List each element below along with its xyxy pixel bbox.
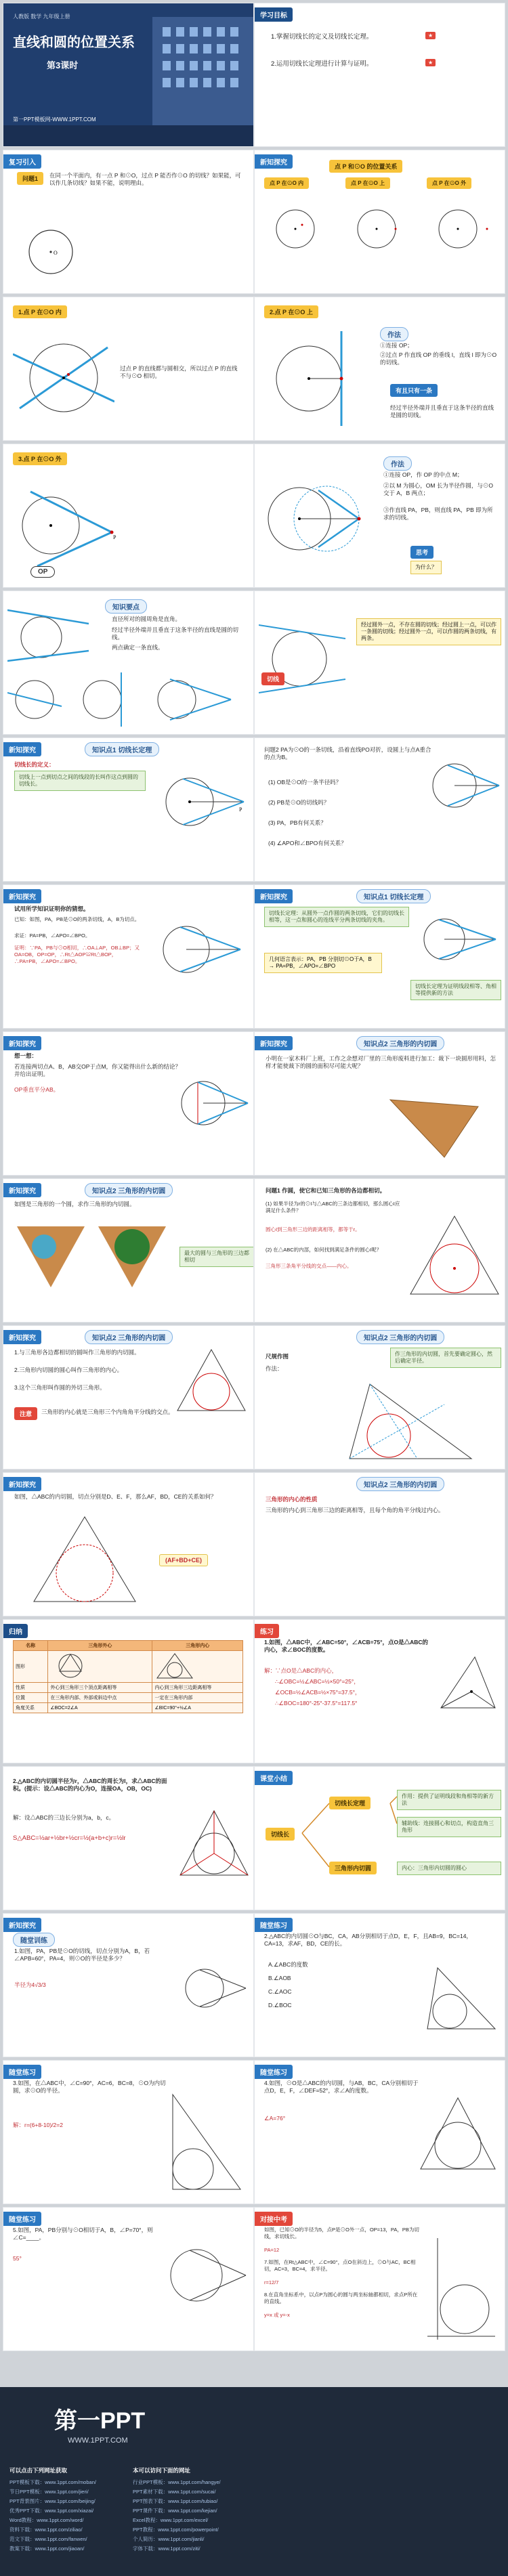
section-tag: 归纳 — [3, 1624, 28, 1638]
practice-3-answer: 解：r=(6+8-10)/2=2 — [13, 2122, 63, 2128]
footer-link[interactable]: PPT素材下载：www.1ppt.com/sucai/ — [133, 2489, 216, 2495]
deck-subtitle: 第3课时 — [47, 60, 79, 70]
solution-line-1: ∵点O是△ABC的内心， — [275, 1667, 338, 1674]
footer-link[interactable]: 节日PPT模板：www.1ppt.com/jieri/ — [9, 2489, 89, 2495]
position-header: 点 P 和⊙O 的位置关系 — [329, 160, 402, 173]
case-label: 1.点 P 在⊙O 内 — [13, 305, 67, 318]
brand-label: 第一PPT模板网-WWW.1PPT.COM — [13, 116, 96, 123]
section-tag: 练习 — [255, 1624, 279, 1638]
knowledge-point: 知识点2 三角形的内切圆 — [356, 1330, 444, 1344]
knowledge-point: 知识点2 三角形的内切圆 — [356, 1477, 444, 1491]
footer-link[interactable]: 教案下载：www.1ppt.com/jiaoan/ — [9, 2546, 85, 2552]
verify-text: 试用所学知识证明你的猜想。 — [14, 905, 89, 912]
slide-incenter-conditions[interactable] — [254, 1178, 505, 1323]
footer-link[interactable]: 行业PPT模板：www.1ppt.com/hangye/ — [133, 2479, 221, 2485]
question-label: 问题1 — [17, 172, 43, 185]
method-step-1: ①连接 OP，作 OP 的中点 M； — [383, 471, 463, 478]
draw-bubble: 作三角形的内切圆，首先要确定圆心，然后确定半径。 — [390, 1348, 501, 1368]
problem-2-q1: (1) OB是⊙O的一条半径吗？ — [268, 779, 342, 786]
property-text: 三角形的内心到三角形三边的距离相等，且每个角的角平分线过内心。 — [266, 1507, 444, 1514]
inside-explanation: 过点 P 的直线都与圆相交，所以过点 P 的直线不与⊙O 相切。 — [120, 365, 238, 379]
q2-text: (1) 如果半径为r的⊙I与△ABC的三条边都相切，那么圆心I应满足什么条件？ — [266, 1201, 400, 1214]
method-label: 作法 — [383, 456, 412, 471]
q1-text: 问题1 作圆，使它和已知三角形的各边都相切。 — [266, 1187, 386, 1194]
note-label: 注意 — [14, 1407, 37, 1420]
slide-p-outside[interactable] — [3, 444, 254, 588]
problem-2-q3: (3) PA，PB有何关系？ — [268, 819, 326, 826]
inside-figure — [13, 327, 114, 429]
footer-link[interactable]: PPT背景图片：www.1ppt.com/beijing/ — [9, 2498, 96, 2504]
slide-draw-incircle[interactable] — [254, 1325, 505, 1469]
row-position-label: 位置 — [14, 1693, 48, 1703]
method-label: 作法 — [380, 327, 408, 341]
practice-6-answer: PA=12 — [264, 2247, 280, 2253]
footer-col1-title: 可以点击下列网址获取 — [9, 2467, 68, 2474]
ans2-text: 三角形三条角平分线的交点——内心。 — [266, 1263, 352, 1269]
method-step-2: ②以 M 为圆心，OM 长为半径作圆，与⊙O 交于 A，B 两点； — [383, 482, 493, 496]
case-label: 2.点 P 在⊙O 上 — [264, 305, 318, 318]
slide-practice-4[interactable] — [254, 2060, 505, 2204]
svg-text:P: P — [239, 807, 242, 813]
circle-figure — [24, 225, 78, 279]
header-circumcenter: 三角形外心 — [48, 1641, 152, 1651]
inscribed-question: 如图是三角形的一个圆，求作三角形的内切圆。 — [14, 1201, 135, 1207]
construction-figure — [259, 458, 374, 573]
section-tag: 新知探究 — [3, 889, 41, 903]
incircle-figure — [174, 1346, 249, 1414]
slide-practice-3[interactable] — [3, 2060, 254, 2204]
row-angle-label: 角度关系 — [14, 1703, 48, 1713]
building-photo — [3, 3, 254, 147]
example-1-question: 1.如图，△ABC中，∠ABC=50°，∠ACB=75°，点O是△ABC的内心，求∠BOC的度数。 — [264, 1639, 428, 1653]
knowledge-point: 知识点1 切线长定理 — [85, 742, 159, 756]
summary-leaf-2: 辅助线：连接圆心和切点，构造直角三角形 — [397, 1817, 501, 1837]
section-tag: 随堂练习 — [255, 2065, 293, 2079]
practice-7-question: 7.如图，在Rt△ABC中，∠C=90°，点O在斜边上，⊙O与AC，BC相切，AC=3，BC=4，求半径。 — [264, 2259, 416, 2272]
practice-4-answer: ∠A=76° — [264, 2115, 286, 2122]
practice-6-question: 如图，已知⊙O的半径为5，点P是⊙O外一点，OP=13，PA，PB为切线，求切线长。 — [264, 2227, 419, 2239]
problem-2-q2: (2) PB是⊙O的切线吗？ — [268, 799, 330, 806]
section-tag: 对接中考 — [255, 2212, 293, 2226]
header-name: 名称 — [14, 1641, 48, 1651]
theorem-aside: 切线长定理为证明线段相等、角相等提供新的方法 — [410, 980, 501, 1000]
key-point-1: 直径所对的圆周角是直角。 — [112, 616, 182, 622]
solution-line-3: ∠OCB=½∠ACB=½×75°=37.5°， — [275, 1689, 361, 1696]
row-position-inner: 一定在三角形内部 — [152, 1693, 243, 1703]
summary-leaf-3: 内心：三角形内切圆的圆心 — [397, 1862, 501, 1875]
practice-3-figure — [166, 2088, 247, 2196]
slide-title[interactable] — [3, 3, 254, 147]
row-figure-label: 图形 — [14, 1651, 48, 1683]
theorem-figure — [417, 905, 499, 973]
segments-question: 如图，△ABC的内切圆，切点分别是D、E、F，那么AF，BD，CE的关系如何？ — [14, 1493, 217, 1500]
example-2-solution: 解：设△ABC的三边长分别为a，b，c。 — [13, 1814, 115, 1821]
tangent-rule-note: 经过半径外端并且垂直于这条半径的直线是圆的切线。 — [390, 404, 494, 418]
section-tag: 新知探究 — [3, 742, 41, 756]
slide-construction[interactable] — [254, 444, 505, 588]
method-step-1: ①连接 OP； — [380, 342, 413, 349]
solution-line-4: ∴∠BOC=180°-25°-37.5°=117.5° — [275, 1700, 358, 1706]
footer-link[interactable]: 资料下载：www.1ppt.com/ziliao/ — [9, 2527, 83, 2533]
row-figure-inner — [152, 1651, 243, 1683]
think-bubble: 为什么？ — [410, 561, 442, 574]
summary-branch-2: 三角形内切圆 — [329, 1862, 377, 1874]
property-title: 三角形的内心的性质 — [266, 1496, 318, 1503]
slide-practice-2[interactable] — [254, 1913, 505, 2057]
slide-review[interactable] — [3, 150, 254, 294]
slide-positions[interactable] — [254, 150, 505, 294]
slide-example-2[interactable] — [3, 1766, 254, 1910]
option-d[interactable]: D.∠BOC — [268, 2002, 292, 2009]
practice-2-figure — [424, 1961, 499, 2036]
footer — [0, 2387, 508, 2576]
def-3: 3.这个三角形叫作圆的外切三角形。 — [14, 1384, 106, 1391]
outside-left-figure — [10, 471, 125, 580]
on-figure — [261, 324, 370, 433]
tangent-label: 切线 — [261, 672, 284, 685]
slide-p-inside[interactable] — [3, 297, 254, 441]
tangent-mini-figure — [7, 597, 96, 671]
practice-5-figure — [166, 2235, 247, 2316]
section-tag: 新知探究 — [3, 1918, 41, 1932]
geometry-language: 几何语言表示：PA，PB 分别切⊙O于A，B → PA=PB，∠APO=∠BPO — [264, 953, 382, 973]
section-tag: 随堂练习 — [3, 2212, 41, 2226]
incenter-figure — [407, 1213, 502, 1301]
summary-root: 切线长 — [266, 1828, 295, 1841]
knowledge-point: 知识点2 三角形的内切圆 — [85, 1183, 173, 1197]
example-2-formula: S△ABC=½ar+½br+½cr=½(a+b+c)r=½lr — [13, 1834, 126, 1842]
think-title: 想一想： — [14, 1052, 38, 1059]
key-point-2: 经过半径外端并且垂直于这条半径的直线是圆的切线。 — [112, 626, 239, 641]
three-case-figures — [7, 672, 251, 727]
method-label: 作法： — [266, 1365, 283, 1372]
practice-8-question: 8.在直角坐标系中，以点P为圆心的圆与两坐标轴都相切，求点P所在的直线。 — [264, 2292, 418, 2304]
option-on[interactable]: 点 P 在⊙O 上 — [345, 177, 390, 189]
footer-link[interactable]: PPT课件下载：www.1ppt.com/kejian/ — [133, 2508, 217, 2514]
slide-compare[interactable] — [3, 1619, 254, 1763]
slide-theorem[interactable] — [3, 884, 254, 1029]
svg-text:P: P — [113, 534, 117, 540]
option-b[interactable]: B.∠AOB — [268, 1975, 291, 1981]
row-property-inner: 内心到三角形三边距离相等 — [152, 1683, 243, 1693]
definition-box: 切线上一点到切点之间的线段的长叫作这点到圆的切线长。 — [14, 771, 146, 791]
summary-branch-1: 切线长定理 — [329, 1797, 371, 1809]
slide-example-1[interactable] — [254, 1619, 505, 1763]
practice-5-answer: 55° — [13, 2255, 22, 2262]
segments-figure — [30, 1514, 139, 1608]
solution-label: 解： — [264, 1667, 276, 1674]
practice-2-question: 2.△ABC的内切圆⊙O与BC，CA，AB分别相切于点D，E，F，且AB=9，BC=14，CA=13，求AF，BD，CE的长。 — [264, 1933, 472, 1947]
segments-formula: (AF+BD+CE) — [159, 1554, 208, 1566]
def-2: 2.三角形内切圆的圆心叫作三角形的内心。 — [14, 1367, 123, 1373]
think-answer: OP垂直平分AB。 — [14, 1086, 60, 1093]
scenario-text: 小明在一家木料厂上班，工作之余想对厂里的三角形废料进行加工：裁下一块圆形用料，怎样才能使裁下的圆的面积尽可能大呢？ — [266, 1055, 496, 1069]
compare-table — [13, 1640, 243, 1713]
row-angle-outer: ∠BOC=2∠A — [48, 1703, 152, 1713]
think-label: 思考 — [410, 546, 433, 559]
slide-summary[interactable] — [254, 1766, 505, 1910]
summary-leaf-1: 作用：提供了证明线段和角相等的新方法 — [397, 1790, 501, 1810]
slide-inscribed[interactable] — [3, 1178, 254, 1323]
footer-link[interactable]: 字体下载：www.1ppt.com/ziti/ — [133, 2546, 200, 2552]
section-tag: 复习引入 — [3, 154, 41, 169]
method-step-2: ②过点 P 作直线 OP 的垂线 l，直线 l 即为⊙O 的切线。 — [380, 351, 497, 366]
wood-triangle-figure — [383, 1093, 485, 1161]
difficulty-badge-icon: ★ — [425, 59, 436, 66]
definition-title: 切线长的定义： — [14, 761, 55, 768]
slide-tangent-summary[interactable] — [254, 591, 505, 735]
problem-2-text: 问题2 PA为⊙O的一条切线，沿着直线PO对折，设圆上与点A重合的点为B。 — [264, 746, 431, 760]
footer-link[interactable]: PPT模板下载：www.1ppt.com/moban/ — [9, 2479, 96, 2485]
row-property-label: 性质 — [14, 1683, 48, 1693]
prove-text: 求证：PA=PB，∠APO=∠BPO。 — [14, 932, 91, 939]
option-a[interactable]: A.∠ABC的度数 — [268, 1961, 308, 1968]
footer-link[interactable]: PPT图表下载：www.1ppt.com/tubiao/ — [133, 2498, 218, 2504]
section-tag: 新知探究 — [3, 1330, 41, 1344]
example-1-figure — [438, 1654, 499, 1715]
objective-1: 1.掌握切线长的定义及切线长定理。 — [271, 33, 373, 41]
practice-1-question: 1.如图，PA，PB是⊙O的切线，切点分别为A，B，若∠APB=60°，PA=4，则⊙O的半径是多少？ — [14, 1948, 150, 1962]
practice-3-question: 3.如图，在△ABC中，∠C=90°，AC=6，BC=8，⊙O为内切圆，求⊙O的半径。 — [13, 2080, 166, 2094]
example-2-figure — [177, 1807, 251, 1882]
ans1-text: 圆心I到三角形三边的距离相等，都等于r。 — [266, 1226, 360, 1232]
draw-label: 尺规作图 — [266, 1353, 289, 1360]
section-tag: 新知探究 — [255, 1036, 293, 1050]
footer-col2-title: 本可以访问下面的网址 — [133, 2467, 191, 2474]
focus-badge-icon: ★ — [425, 32, 436, 39]
result-label: 有且只有一条 — [390, 384, 438, 397]
circle-label: OP — [30, 566, 55, 578]
practice-label: 随堂训练 — [13, 1933, 55, 1947]
think-text: 若连接两切点A、B，AB交OP于点M，你又能得出什么新的结论？并给出证明。 — [14, 1063, 182, 1077]
review-question: 在同一个平面内，有一点 P 和⊙O，过点 P 能否作⊙O 的切线？如果能，可以作几条切线？如果不能，说明理由。 — [49, 172, 241, 186]
footer-url[interactable]: WWW.1PPT.COM — [68, 2437, 128, 2445]
header-incenter: 三角形内心 — [152, 1641, 243, 1651]
practice-1-answer: 半径为4√3/3 — [14, 1981, 46, 1988]
max-circle-bubble: 最大的圆与三角形的三边都相切 — [179, 1247, 254, 1267]
option-c[interactable]: C.∠AOC — [268, 1988, 292, 1995]
svg-text:O: O — [54, 250, 58, 256]
three-circles-figure — [258, 202, 502, 263]
key-points-header: 知识要点 — [105, 599, 147, 614]
method-step-3: ③作直线 PA，PB，则直线 PA，PB 即为所求的切线。 — [383, 507, 493, 521]
option-inside[interactable]: 点 P 在⊙O 内 — [264, 177, 309, 189]
draw-figure — [343, 1377, 478, 1465]
knowledge-point: 知识点2 三角形的内切圆 — [85, 1330, 173, 1344]
footer-link[interactable]: Excel教程：www.1ppt.com/excel/ — [133, 2517, 209, 2523]
option-outside[interactable]: 点 P 在⊙O 外 — [427, 177, 471, 189]
triangles-figure — [10, 1220, 186, 1308]
example-2-question: 2.△ABC的内切圆半径为r，△ABC的周长为l，求△ABC的面积。(提示：设△ABC的内心为O，连接OA，OB，OC) — [13, 1778, 167, 1792]
def-1: 1.与三角形各边都相切的圆叫作三角形的内切圆。 — [14, 1349, 140, 1356]
section-tag: 随堂练习 — [255, 1918, 293, 1932]
tangent-summary-text: 经过圆外一点，不存在圆的切线；经过圆上一点，可以作一条圆的切线；经过圆外一点，可以作圆的两条切线，有两条。 — [356, 618, 501, 645]
practice-1-figure — [181, 1954, 249, 2022]
proof-figure — [156, 912, 244, 987]
slide-tangent-segments[interactable] — [3, 1472, 254, 1616]
deck-title: 直线和圆的位置关系 — [13, 35, 135, 50]
practice-6-figure — [424, 2235, 499, 2343]
slide-theorem-statement[interactable] — [254, 884, 505, 1029]
note-text: 三角形的内心就是三角形三个内角角平分线的交点。 — [41, 1409, 174, 1415]
section-tag: 随堂练习 — [3, 2065, 41, 2079]
practice-4-question: 4.如图，⊙O是△ABC的内切圆，与AB，BC，CA分别相切于点D，E，F，∠DEF=52°，求∠A的度数。 — [264, 2080, 419, 2094]
slide-incircle-defs[interactable] — [3, 1325, 254, 1469]
solution-line-2: ∴∠OBC=½∠ABC=½×50°=25°， — [275, 1678, 360, 1685]
key-point-3: 两点确定一条直线。 — [112, 644, 164, 651]
footer-link[interactable]: Word教程：www.1ppt.com/word/ — [9, 2517, 84, 2523]
problem-2-q4: (4) ∠APO和∠BPO有何关系？ — [268, 840, 347, 846]
knowledge-point: 知识点2 三角形的内切圆 — [356, 1036, 444, 1050]
practice-4-figure — [417, 2095, 499, 2176]
slide-p-on[interactable] — [254, 297, 505, 441]
practice-8-answer: y=x 或 y=-x — [264, 2312, 290, 2318]
slide-key-points[interactable] — [3, 591, 254, 735]
given-text: 已知：如图，PA，PB是⊙O的两条切线，A，B为切点。 — [14, 916, 140, 922]
section-tag: 学习目标 — [255, 7, 293, 22]
row-property-outer: 外心到三角形三个顶点距离相等 — [48, 1683, 152, 1693]
section-tag: 新知探究 — [3, 1477, 41, 1491]
row-figure-outer — [48, 1651, 152, 1683]
footer-logo: 第一PPT — [54, 2408, 146, 2434]
slide-objectives[interactable] — [254, 3, 505, 147]
objective-2: 2.运用切线长定理进行计算与证明。 — [271, 60, 373, 68]
fold-figure — [427, 752, 502, 819]
practice-7-answer: r=12/7 — [264, 2279, 279, 2285]
section-tag: 新知探究 — [255, 154, 293, 169]
think-figure — [176, 1066, 251, 1140]
knowledge-point: 知识点1 切线长定理 — [356, 889, 431, 903]
tangent-length-figure — [159, 761, 247, 842]
footer-link[interactable]: 优秀PPT下载：www.1ppt.com/xiazai/ — [9, 2508, 94, 2514]
footer-link[interactable]: 个人简历：www.1ppt.com/jianli/ — [133, 2536, 205, 2542]
summary-figure — [259, 611, 347, 706]
slide-incenter-property[interactable] — [254, 1472, 505, 1616]
slide-practice-1[interactable] — [3, 1913, 254, 2057]
row-angle-inner: ∠BIC=90°+½∠A — [152, 1703, 243, 1713]
proof-lines: 证明：∵PA，PB与⊙O相切，∴OA⊥AP，OB⊥BP；又OA=OB，OP=OP，∴Rt△AOP≌Rt△BOP，∴PA=PB，∠APO=∠BPO。 — [14, 945, 140, 964]
slide-knowledge-2[interactable] — [254, 1031, 505, 1176]
slide-problem-2[interactable] — [254, 737, 505, 882]
slide-knowledge-1[interactable] — [3, 737, 254, 882]
theorem-box: 切线长定理：从圆外一点作圆的两条切线，它们的切线长相等，这一点和圆心的连线平分两条切线的夹角。 — [264, 907, 409, 927]
section-tag: 新知探究 — [255, 889, 293, 903]
section-tag: 课堂小结 — [255, 1771, 293, 1785]
slide-think[interactable] — [3, 1031, 254, 1176]
footer-link[interactable]: PPT教程：www.1ppt.com/powerpoint/ — [133, 2527, 219, 2533]
row-position-outer: 在三角形内部、外部或斜边中点 — [48, 1693, 152, 1703]
section-tag: 新知探究 — [3, 1183, 41, 1197]
section-tag: 新知探究 — [3, 1036, 41, 1050]
footer-link[interactable]: 范文下载：www.1ppt.com/fanwen/ — [9, 2536, 87, 2542]
case-label: 3.点 P 在⊙O 外 — [13, 452, 67, 465]
slide-practice-5[interactable] — [3, 2207, 254, 2351]
series-label: 人教版 数学 九年级上册 — [13, 14, 70, 20]
slide-practice-6[interactable] — [254, 2207, 505, 2351]
q3-text: (2) 在△ABC的内部，如何找到满足条件的圆心I呢？ — [266, 1247, 382, 1253]
practice-5-question: 5.如图，PA，PB分别与⊙O相切于A，B，∠P=70°，则∠C=____。 — [13, 2227, 153, 2241]
